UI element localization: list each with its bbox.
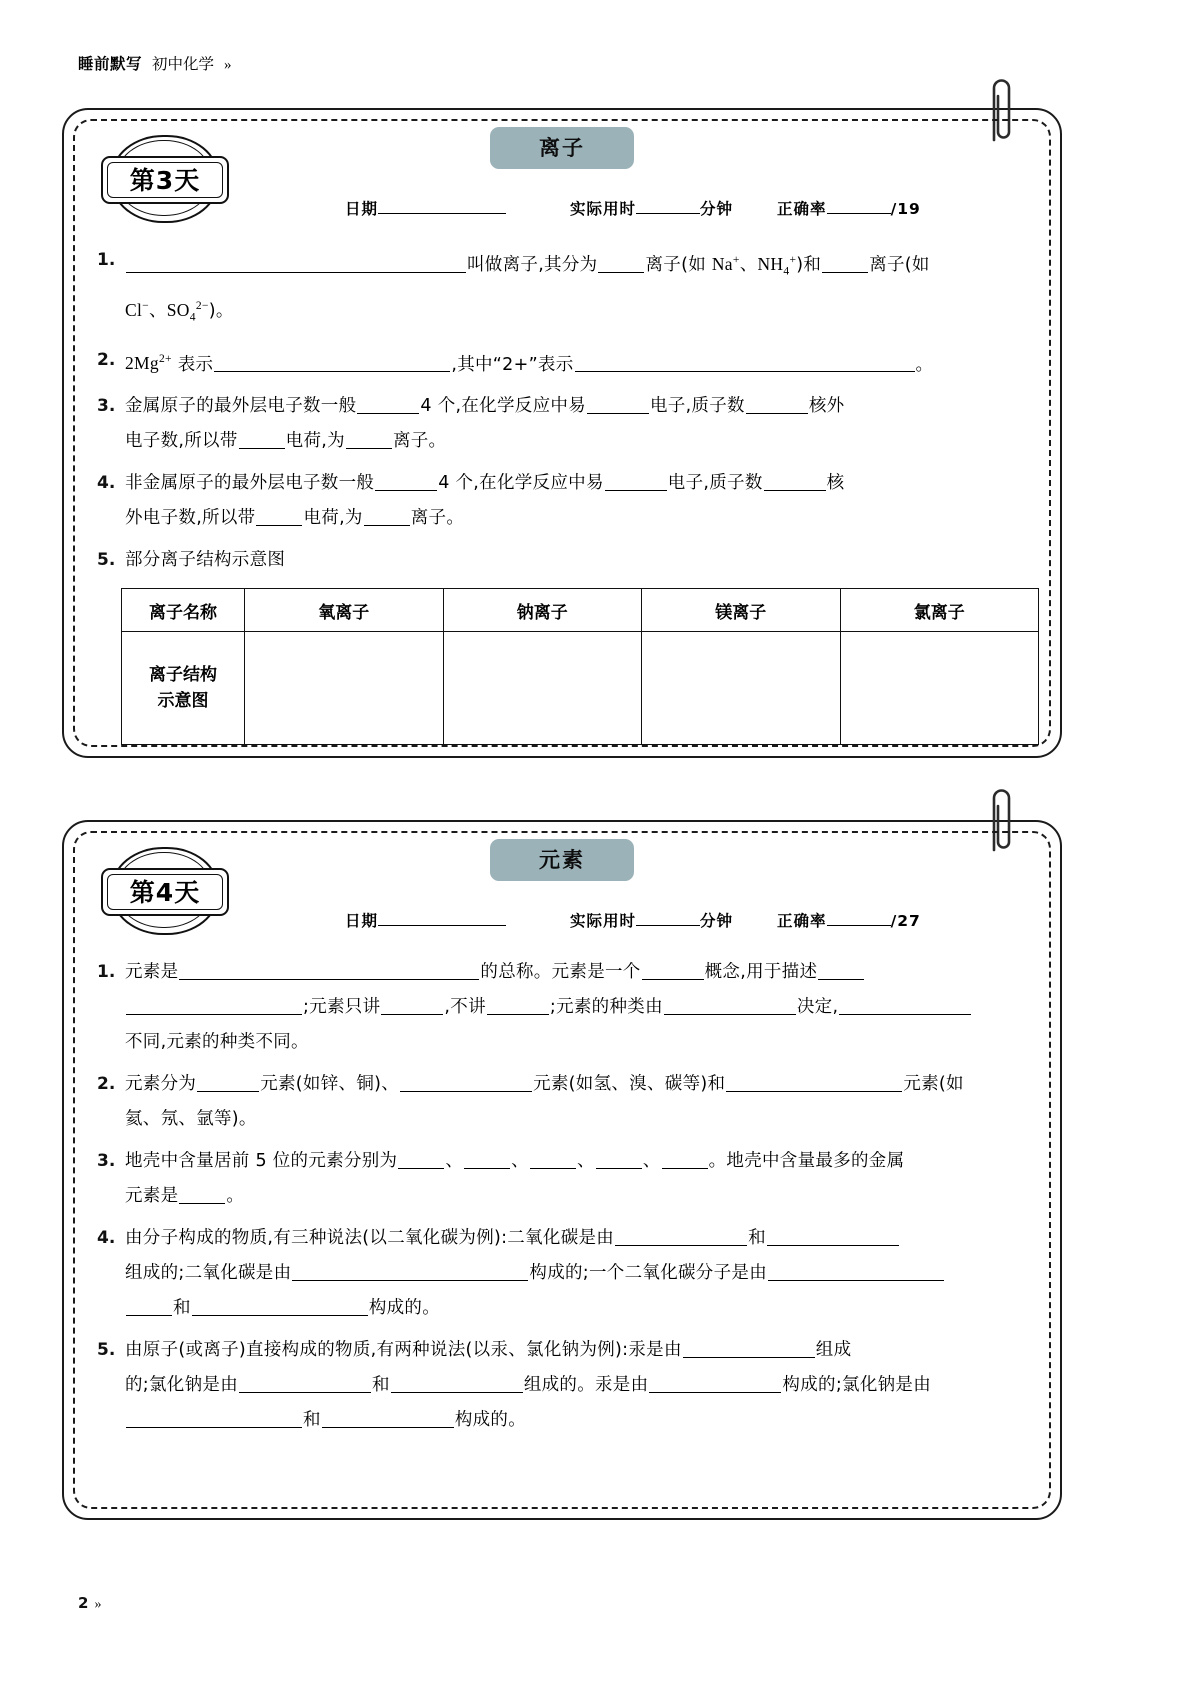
q-seg: 4 个,在化学反应中易 [438, 473, 604, 494]
question-number: 4. [97, 473, 116, 494]
table-header-magnesium-ion: 镁离子 [642, 589, 841, 632]
q-seg: 电荷,为 [285, 431, 345, 452]
day-card-3 [62, 108, 1062, 758]
answer-blank[interactable] [642, 963, 704, 980]
day-label: 第4天 [129, 877, 201, 907]
answer-blank[interactable] [364, 509, 410, 526]
q-seg: 电荷,为 [303, 508, 363, 529]
q-seg: 和 [372, 1375, 390, 1395]
answer-blank[interactable] [256, 509, 302, 526]
chevron-right-icon: » [94, 1597, 102, 1612]
q-seg: 电子数,所以带 [125, 431, 238, 452]
answer-blank[interactable] [818, 963, 864, 980]
q-seg: 不同,元素的种类不同。 [125, 1032, 309, 1052]
ion-structure-table [121, 588, 1039, 745]
day-card-4-inner [73, 831, 1051, 1509]
table-cell-answer[interactable] [840, 632, 1039, 745]
q-seg: 核 [826, 473, 845, 494]
answer-blank[interactable] [746, 397, 808, 414]
table-cell-answer[interactable] [245, 632, 444, 745]
day-badge-4 [101, 847, 225, 933]
answer-blank[interactable] [391, 1376, 523, 1393]
q-seg: 、 [511, 1151, 529, 1171]
answer-blank[interactable] [649, 1376, 781, 1393]
answer-blank[interactable] [179, 1187, 225, 1204]
meta-time-blank[interactable] [636, 198, 700, 214]
answer-blank[interactable] [839, 998, 971, 1015]
meta-row-day3 [345, 197, 921, 219]
question-item [97, 389, 1035, 459]
q-seg: ,其中“2+”表示 [451, 354, 574, 375]
q-seg: 、 [576, 1151, 595, 1171]
meta-date-label: 日期 [345, 200, 379, 218]
table-row [122, 632, 1039, 745]
question-text [125, 955, 1035, 1060]
q-seg: )。 [208, 301, 234, 322]
page-number: 2 [78, 1594, 89, 1612]
day-card-4 [62, 820, 1062, 1520]
meta-date [345, 197, 506, 219]
table-cell-answer[interactable] [642, 632, 841, 745]
answer-blank[interactable] [683, 1341, 815, 1358]
day-badge-3 [101, 135, 225, 221]
formula-2mg2plus: $2Mg^{2+}$ [125, 353, 172, 374]
question-item [97, 1144, 1035, 1214]
q-seg: 电子,质子数 [649, 396, 745, 417]
q-seg: )和 [796, 254, 822, 275]
q-seg: 和 [173, 1298, 191, 1318]
answer-blank[interactable] [357, 397, 419, 414]
q-seg: 电子,质子数 [667, 473, 763, 494]
table-cell-answer[interactable] [443, 632, 642, 745]
q-seg: 。 [226, 1186, 245, 1206]
answer-blank[interactable] [598, 256, 644, 273]
meta-accuracy-label: 正确率 [777, 200, 827, 218]
answer-blank[interactable] [530, 1152, 576, 1169]
day-badge-plate [101, 156, 229, 204]
meta-row-day4 [345, 909, 921, 931]
answer-blank[interactable] [400, 1075, 532, 1092]
table-header-sodium-ion: 钠离子 [443, 589, 642, 632]
question-number: 5. [97, 550, 116, 571]
answer-blank[interactable] [662, 1152, 708, 1169]
answer-blank[interactable] [822, 256, 868, 273]
q-seg: 氦、氖、氩等)。 [125, 1109, 257, 1129]
q-seg: 和 [303, 1410, 321, 1430]
answer-blank[interactable] [214, 355, 450, 372]
q-seg: 和 [748, 1228, 766, 1248]
topic-chip-day4: 元素 [490, 839, 634, 881]
answer-blank[interactable] [605, 474, 667, 491]
answer-blank[interactable] [381, 998, 443, 1015]
meta-accuracy-label: 正确率 [777, 912, 827, 930]
meta-time [570, 197, 733, 219]
answer-blank[interactable] [126, 256, 466, 273]
meta-time-label: 实际用时 [570, 200, 637, 218]
question-number: 3. [97, 1151, 116, 1171]
q-seg: 元素是 [125, 962, 179, 982]
meta-total-day4: /27 [890, 912, 921, 930]
q-seg: ;元素的种类由 [549, 997, 663, 1017]
meta-accuracy-blank[interactable] [827, 198, 891, 214]
answer-blank[interactable] [398, 1152, 444, 1169]
q-seg: 构成的;氯化钠是由 [782, 1375, 932, 1395]
q-seg: 、 [642, 1151, 661, 1171]
q-seg: 决定, [796, 997, 839, 1017]
q-seg: 非金属原子的最外层电子数一般 [125, 473, 375, 494]
q-seg: 元素是 [125, 1186, 179, 1206]
answer-blank[interactable] [126, 1299, 172, 1316]
answer-blank[interactable] [375, 474, 437, 491]
question-text [125, 343, 1035, 383]
q-seg: 元素(如 [903, 1074, 964, 1094]
answer-blank[interactable] [596, 1152, 642, 1169]
structure-label-line2: 示意图 [157, 691, 209, 712]
topic-chip-day3: 离子 [490, 127, 634, 169]
header-subject: 初中化学 [152, 56, 215, 73]
formula-cl-minus: Cl−、$SO_4^{2-}$ [125, 300, 209, 324]
question-item [97, 955, 1035, 1060]
answer-blank[interactable] [322, 1411, 454, 1428]
page-footer [78, 1594, 101, 1613]
table-header-ion-name: 离子名称 [122, 589, 245, 632]
table-header-chlorine-ion: 氯离子 [840, 589, 1039, 632]
question-item [97, 1333, 1035, 1438]
meta-minutes-label: 分钟 [700, 200, 734, 218]
q-seg: 组成 [815, 1340, 852, 1360]
meta-accuracy [777, 909, 921, 931]
q-seg: 地壳中含量居前 5 位的元素分别为 [125, 1151, 398, 1171]
q-seg: 金属原子的最外层电子数一般 [125, 396, 357, 417]
q-seg: 外电子数,所以带 [125, 508, 256, 529]
meta-time [570, 909, 733, 931]
q-seg: 元素(如氢、溴、碳等)和 [533, 1074, 726, 1094]
meta-total-day3: /19 [890, 200, 921, 218]
question-number: 5. [97, 1340, 116, 1360]
question-list-day3 [97, 243, 1035, 745]
q-seg: 的总称。元素是一个 [480, 962, 641, 982]
meta-accuracy-blank[interactable] [827, 910, 891, 926]
answer-blank[interactable] [192, 1299, 368, 1316]
table-row-header [122, 589, 1039, 632]
meta-accuracy [777, 197, 921, 219]
meta-date [345, 909, 506, 931]
question-number: 4. [97, 1228, 116, 1248]
q-seg: 4 个,在化学反应中易 [420, 396, 586, 417]
q-seg: ,不讲 [444, 997, 486, 1017]
answer-blank[interactable] [197, 1075, 259, 1092]
question-item [97, 466, 1035, 536]
answer-blank[interactable] [587, 397, 649, 414]
question-text [125, 243, 1035, 336]
question-text [125, 1221, 1035, 1326]
question-number: 3. [97, 396, 116, 417]
question-text: 部分离子结构示意图 [125, 550, 286, 571]
answer-blank[interactable] [126, 1411, 302, 1428]
q-seg: 离子(如 [869, 254, 930, 275]
answer-blank[interactable] [615, 1229, 747, 1246]
day-label: 第3天 [129, 165, 201, 195]
answer-blank[interactable] [179, 963, 479, 980]
q-seg: 离子。 [392, 431, 447, 452]
q-seg: 。 [915, 354, 934, 375]
q-seg: 、 [445, 1151, 464, 1171]
question-text [125, 1333, 1035, 1438]
question-text [125, 1067, 1035, 1137]
q-seg: 核外 [808, 396, 845, 417]
q-seg: 构成的;一个二氧化碳分子是由 [529, 1263, 768, 1283]
question-item [97, 243, 1035, 336]
day-card-3-inner [73, 119, 1051, 747]
question-list-day4 [97, 955, 1035, 1445]
meta-date-blank[interactable] [378, 910, 506, 926]
answer-blank[interactable] [239, 432, 285, 449]
answer-blank[interactable] [346, 432, 392, 449]
q-seg: 构成的。 [368, 1298, 441, 1318]
question-item [97, 1067, 1035, 1137]
q-seg: ;元素只讲 [303, 997, 381, 1017]
q-seg: 的;氯化钠是由 [125, 1375, 238, 1395]
answer-blank[interactable] [126, 998, 302, 1015]
q-seg: 离子。 [410, 508, 465, 529]
meta-time-label: 实际用时 [570, 912, 637, 930]
q-seg: 离子(如 [645, 254, 712, 275]
formula-na-plus: Na+、$NH_4^+$ [711, 253, 797, 278]
question-text [125, 1144, 1035, 1214]
q-seg: 构成的。 [454, 1410, 527, 1430]
meta-date-label: 日期 [345, 912, 379, 930]
question-text [125, 389, 1035, 459]
structure-label-line1: 离子结构 [149, 665, 217, 686]
chevron-right-icon: » [224, 57, 232, 73]
q-seg: 组成的。汞是由 [523, 1375, 649, 1395]
q-seg: 组成的;二氧化碳是由 [125, 1263, 292, 1283]
q-seg: 由分子构成的物质,有三种说法(以二氧化碳为例):二氧化碳是由 [125, 1228, 615, 1248]
answer-blank[interactable] [726, 1075, 902, 1092]
answer-blank[interactable] [487, 998, 549, 1015]
q-seg: 元素分为 [125, 1074, 197, 1094]
table-row-label-structure [122, 632, 245, 745]
answer-blank[interactable] [664, 998, 796, 1015]
answer-blank[interactable] [575, 355, 915, 372]
running-header [78, 52, 232, 74]
q-seg: 表示 [177, 354, 214, 375]
day-badge-plate [101, 868, 229, 916]
q-seg: 概念,用于描述 [704, 962, 818, 982]
q-seg: 元素(如锌、铜)、 [260, 1074, 400, 1094]
q-seg: 。地壳中含量最多的金属 [708, 1151, 905, 1171]
question-number: 2. [97, 1074, 116, 1094]
meta-date-blank[interactable] [378, 198, 506, 214]
q-seg: 叫做离子,其分为 [467, 254, 598, 275]
question-text [125, 466, 1035, 536]
table-header-oxygen-ion: 氧离子 [245, 589, 444, 632]
answer-blank[interactable] [464, 1152, 510, 1169]
answer-blank[interactable] [239, 1376, 371, 1393]
question-item [97, 1221, 1035, 1326]
question-item [97, 543, 1035, 578]
question-number: 1. [97, 962, 116, 982]
answer-blank[interactable] [292, 1264, 528, 1281]
header-brand: 睡前默写 [78, 55, 143, 73]
answer-blank[interactable] [768, 1264, 944, 1281]
answer-blank[interactable] [764, 474, 826, 491]
answer-blank[interactable] [767, 1229, 899, 1246]
question-number: 1. [97, 250, 116, 270]
q-seg: 由原子(或离子)直接构成的物质,有两种说法(以汞、氯化钠为例):汞是由 [125, 1340, 682, 1360]
meta-time-blank[interactable] [636, 910, 700, 926]
meta-minutes-label: 分钟 [700, 912, 734, 930]
question-item [97, 343, 1035, 383]
question-number: 2. [97, 349, 116, 370]
